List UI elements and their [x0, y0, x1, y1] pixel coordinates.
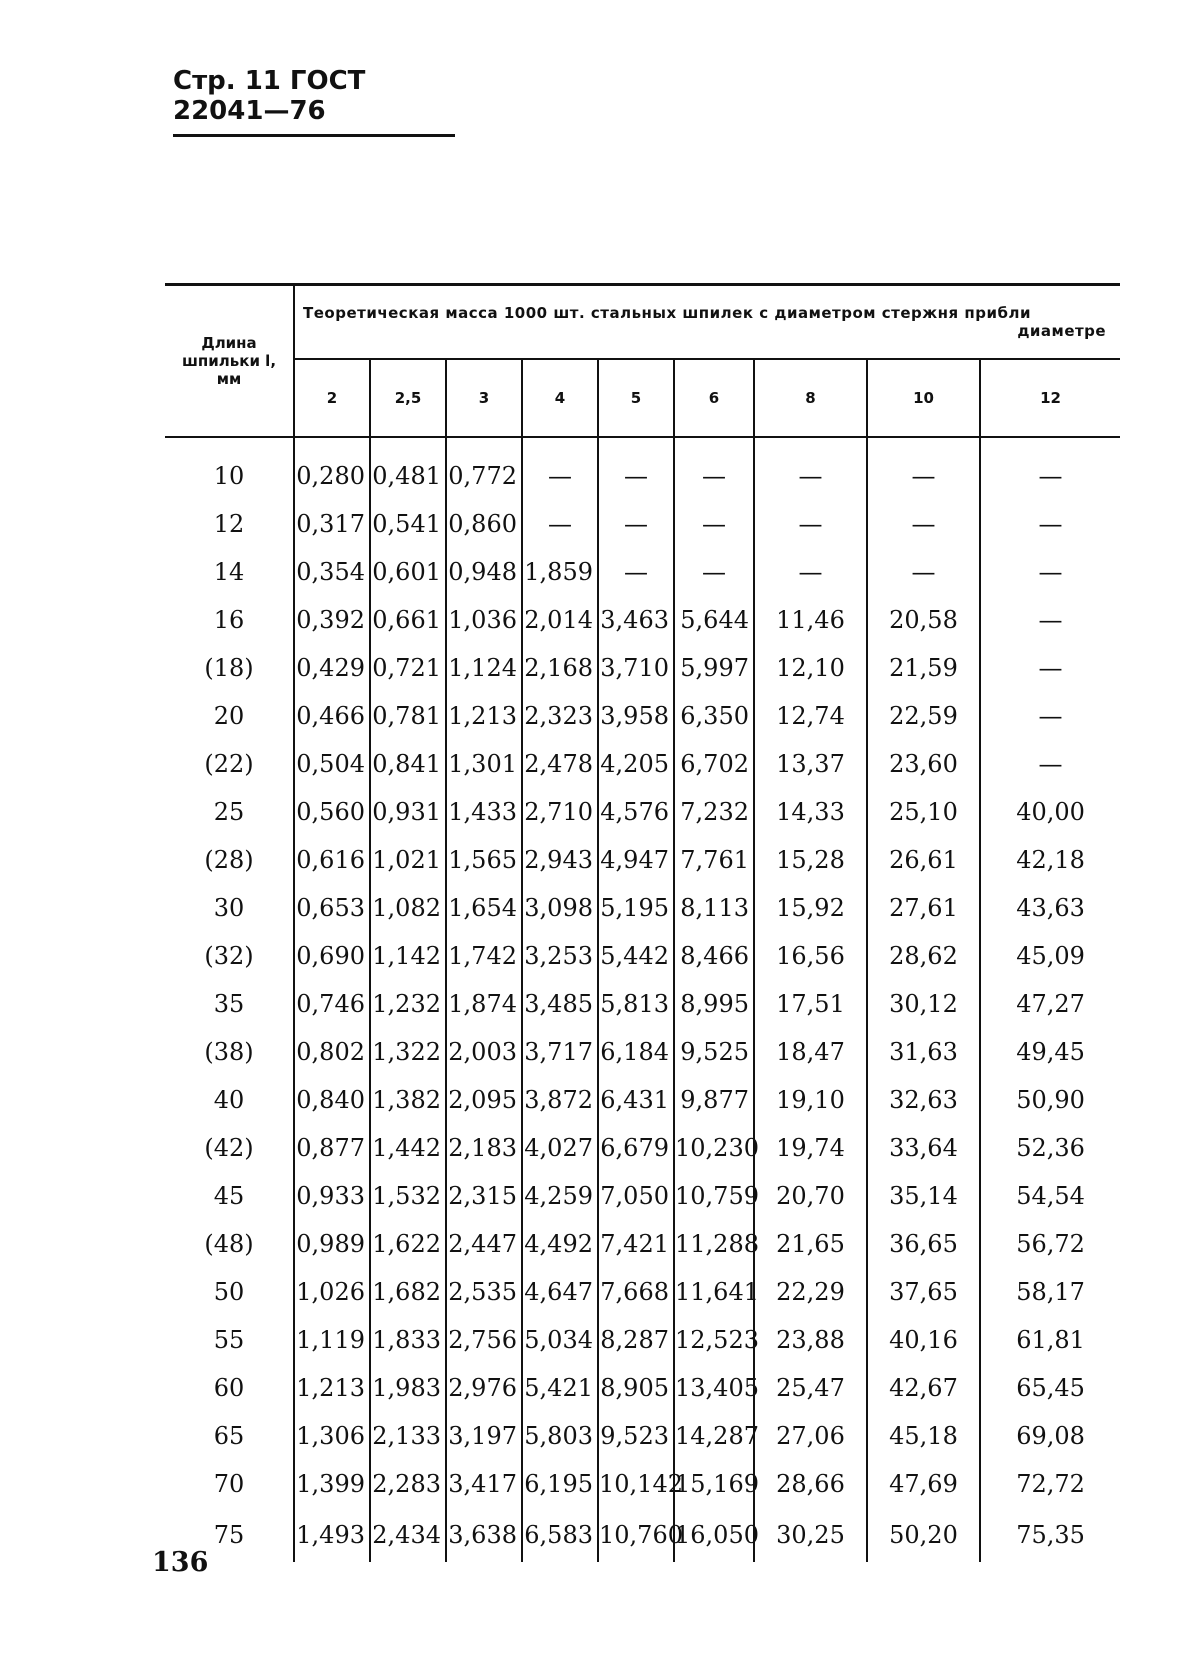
mass-cell: 1,306	[294, 1412, 370, 1460]
mass-cell: 3,485	[522, 980, 598, 1028]
mass-cell: 47,27	[980, 980, 1120, 1028]
mass-cell: 0,317	[294, 500, 370, 548]
mass-cell: 6,583	[522, 1508, 598, 1562]
mass-cell: 30,25	[754, 1508, 867, 1562]
mass-cell: 5,421	[522, 1364, 598, 1412]
mass-cell: —	[980, 548, 1120, 596]
mass-cell: 20,70	[754, 1172, 867, 1220]
mass-cell: 6,679	[598, 1124, 674, 1172]
mass-cell: 6,350	[674, 692, 754, 740]
mass-cell: 9,877	[674, 1076, 754, 1124]
length-cell: 65	[213, 1422, 245, 1450]
mass-cell: 5,997	[674, 644, 754, 692]
mass-cell: 2,183	[446, 1124, 522, 1172]
mass-cell: 7,761	[674, 836, 754, 884]
mass-cell: 6,195	[522, 1460, 598, 1508]
diameter-header-cell: 4	[522, 359, 598, 437]
length-cell: 16	[213, 606, 245, 634]
mass-cell: 4,205	[598, 740, 674, 788]
mass-cell: 0,933	[294, 1172, 370, 1220]
mass-cell: 2,323	[522, 692, 598, 740]
mass-cell: 3,638	[446, 1508, 522, 1562]
table-row	[165, 644, 1120, 692]
table-row	[165, 437, 1120, 500]
page-header	[173, 66, 455, 137]
mass-cell: 45,09	[980, 932, 1120, 980]
length-header	[165, 285, 294, 438]
mass-cell: 0,661	[370, 596, 446, 644]
mass-cell: 8,466	[674, 932, 754, 980]
mass-cell: 23,60	[867, 740, 980, 788]
mass-cell: 2,133	[370, 1412, 446, 1460]
length-cell: 20	[213, 702, 245, 730]
mass-cell: 42,67	[867, 1364, 980, 1412]
mass-cell: 10,142	[598, 1460, 674, 1508]
table-row	[165, 1268, 1120, 1316]
mass-cell: 45,18	[867, 1412, 980, 1460]
mass-cell: 65,45	[980, 1364, 1120, 1412]
mass-cell: 5,813	[598, 980, 674, 1028]
mass-cell: 10,230	[674, 1124, 754, 1172]
mass-cell: 0,429	[294, 644, 370, 692]
mass-cell: 28,66	[754, 1460, 867, 1508]
mass-cell: 16,56	[754, 932, 867, 980]
mass-cell: 0,481	[370, 437, 446, 500]
mass-cell: 1,833	[370, 1316, 446, 1364]
diameter-header-cell: 2	[294, 359, 370, 437]
diameter-header-cell: 8	[754, 359, 867, 437]
mass-cell: 2,943	[522, 836, 598, 884]
mass-cell: 8,995	[674, 980, 754, 1028]
mass-cell: 12,74	[754, 692, 867, 740]
length-cell: 30	[213, 894, 245, 922]
mass-cell: 0,504	[294, 740, 370, 788]
mass-cell: 12,10	[754, 644, 867, 692]
mass-cell: 2,710	[522, 788, 598, 836]
length-cell: (38)	[204, 1038, 254, 1066]
length-header-line: Длина	[201, 334, 257, 352]
mass-cell: 25,10	[867, 788, 980, 836]
mass-cell: 0,841	[370, 740, 446, 788]
mass-cell: 40,00	[980, 788, 1120, 836]
mass-cell: 1,119	[294, 1316, 370, 1364]
mass-cell: 1,493	[294, 1508, 370, 1562]
mass-cell: 0,989	[294, 1220, 370, 1268]
table-row	[165, 1172, 1120, 1220]
mass-cell: 2,447	[446, 1220, 522, 1268]
length-cell: 45	[213, 1182, 245, 1210]
mass-cell: 19,74	[754, 1124, 867, 1172]
mass-cell: 4,576	[598, 788, 674, 836]
mass-cell: 6,702	[674, 740, 754, 788]
mass-cell: 5,803	[522, 1412, 598, 1460]
mass-cell: 4,492	[522, 1220, 598, 1268]
mass-cell: 21,59	[867, 644, 980, 692]
mass-cell: 4,027	[522, 1124, 598, 1172]
mass-cell: 15,92	[754, 884, 867, 932]
length-cell: 75	[213, 1521, 245, 1549]
mass-cell: 50,20	[867, 1508, 980, 1562]
mass-cell: —	[980, 596, 1120, 644]
mass-cell: 3,958	[598, 692, 674, 740]
mass-table-container	[165, 283, 1120, 1562]
table-body	[165, 437, 1120, 1562]
mass-cell: 3,463	[598, 596, 674, 644]
mass-cell: 1,983	[370, 1364, 446, 1412]
length-cell: 35	[213, 990, 245, 1018]
length-header-line: шпильки l,	[181, 352, 277, 370]
mass-cell: 3,253	[522, 932, 598, 980]
mass-cell: 32,63	[867, 1076, 980, 1124]
mass-cell: 10,760	[598, 1508, 674, 1562]
table-row	[165, 1364, 1120, 1412]
mass-cell: 50,90	[980, 1076, 1120, 1124]
mass-cell: 6,431	[598, 1076, 674, 1124]
mass-cell: 47,69	[867, 1460, 980, 1508]
mass-cell: —	[980, 500, 1120, 548]
table-head	[165, 285, 1120, 438]
mass-cell: 0,560	[294, 788, 370, 836]
length-cell: (32)	[204, 942, 254, 970]
mass-cell: 0,280	[294, 437, 370, 500]
mass-cell: 7,050	[598, 1172, 674, 1220]
mass-cell: 16,050	[674, 1508, 754, 1562]
mass-cell: —	[598, 548, 674, 596]
mass-cell: 2,434	[370, 1508, 446, 1562]
mass-cell: 3,872	[522, 1076, 598, 1124]
mass-cell: 37,65	[867, 1268, 980, 1316]
table-row	[165, 1460, 1120, 1508]
mass-cell: 8,287	[598, 1316, 674, 1364]
length-cell: 40	[213, 1086, 245, 1114]
mass-cell: 12,523	[674, 1316, 754, 1364]
title-line-1: Теоретическая масса 1000 шт. стальных шпилек с диаметром стержня прибли	[303, 304, 1031, 322]
mass-cell: 2,478	[522, 740, 598, 788]
diameter-header-cell: 6	[674, 359, 754, 437]
mass-cell: 20,58	[867, 596, 980, 644]
mass-cell: 7,668	[598, 1268, 674, 1316]
mass-cell: —	[980, 644, 1120, 692]
mass-cell: 1,654	[446, 884, 522, 932]
length-cell: 12	[213, 510, 245, 538]
mass-cell: 9,525	[674, 1028, 754, 1076]
mass-cell: 0,466	[294, 692, 370, 740]
mass-cell: —	[754, 548, 867, 596]
mass-cell: 3,710	[598, 644, 674, 692]
mass-cell: 22,59	[867, 692, 980, 740]
mass-cell: 36,65	[867, 1220, 980, 1268]
mass-cell: 2,315	[446, 1172, 522, 1220]
mass-cell: 11,288	[674, 1220, 754, 1268]
length-cell: 50	[213, 1278, 245, 1306]
mass-cell: 18,47	[754, 1028, 867, 1076]
length-cell: 60	[213, 1374, 245, 1402]
table-row	[165, 740, 1120, 788]
length-cell: (18)	[204, 654, 254, 682]
table-row	[165, 788, 1120, 836]
header-text: Стр. 11 ГОСТ 22041—76	[173, 66, 366, 126]
mass-cell: 56,72	[980, 1220, 1120, 1268]
table-row	[165, 692, 1120, 740]
table-row	[165, 1076, 1120, 1124]
mass-cell: 11,46	[754, 596, 867, 644]
mass-cell: 4,259	[522, 1172, 598, 1220]
mass-cell: 0,948	[446, 548, 522, 596]
mass-cell: 21,65	[754, 1220, 867, 1268]
mass-cell: 30,12	[867, 980, 980, 1028]
mass-cell: —	[522, 500, 598, 548]
mass-cell: 0,616	[294, 836, 370, 884]
mass-cell: 2,976	[446, 1364, 522, 1412]
mass-cell: 33,64	[867, 1124, 980, 1172]
mass-cell: —	[754, 500, 867, 548]
mass-cell: 1,622	[370, 1220, 446, 1268]
mass-cell: 58,17	[980, 1268, 1120, 1316]
mass-cell: 1,322	[370, 1028, 446, 1076]
table-row	[165, 548, 1120, 596]
mass-cell: 1,859	[522, 548, 598, 596]
mass-cell: 27,61	[867, 884, 980, 932]
mass-cell: 52,36	[980, 1124, 1120, 1172]
mass-cell: 13,37	[754, 740, 867, 788]
mass-cell: —	[980, 740, 1120, 788]
mass-cell: 54,54	[980, 1172, 1120, 1220]
mass-cell: 69,08	[980, 1412, 1120, 1460]
mass-cell: 0,354	[294, 548, 370, 596]
mass-cell: —	[867, 500, 980, 548]
mass-table	[165, 283, 1120, 1562]
mass-cell: 19,10	[754, 1076, 867, 1124]
mass-cell: 0,392	[294, 596, 370, 644]
length-cell: (42)	[204, 1134, 254, 1162]
mass-cell: 5,442	[598, 932, 674, 980]
mass-cell: —	[598, 437, 674, 500]
diameter-header-cell: 5	[598, 359, 674, 437]
mass-cell: 3,417	[446, 1460, 522, 1508]
table-row	[165, 500, 1120, 548]
mass-cell: —	[754, 437, 867, 500]
mass-cell: 1,142	[370, 932, 446, 980]
mass-cell: 1,026	[294, 1268, 370, 1316]
diameter-header-cell: 12	[980, 359, 1120, 437]
mass-cell: —	[522, 437, 598, 500]
mass-cell: 8,905	[598, 1364, 674, 1412]
mass-cell: 2,003	[446, 1028, 522, 1076]
mass-cell: 9,523	[598, 1412, 674, 1460]
table-row	[165, 884, 1120, 932]
table-row	[165, 836, 1120, 884]
table-row	[165, 932, 1120, 980]
mass-cell: 61,81	[980, 1316, 1120, 1364]
mass-cell: 2,283	[370, 1460, 446, 1508]
mass-cell: 5,644	[674, 596, 754, 644]
mass-cell: 26,61	[867, 836, 980, 884]
mass-cell: 35,14	[867, 1172, 980, 1220]
length-cell: (22)	[204, 750, 254, 778]
mass-cell: 2,168	[522, 644, 598, 692]
mass-cell: 15,28	[754, 836, 867, 884]
mass-cell: 1,382	[370, 1076, 446, 1124]
mass-cell: 11,641	[674, 1268, 754, 1316]
mass-cell: 3,717	[522, 1028, 598, 1076]
mass-title-header	[294, 285, 1120, 360]
mass-cell: —	[980, 437, 1120, 500]
mass-cell: 22,29	[754, 1268, 867, 1316]
diameter-header-cell: 3	[446, 359, 522, 437]
mass-cell: 1,036	[446, 596, 522, 644]
mass-cell: 14,33	[754, 788, 867, 836]
mass-cell: 4,647	[522, 1268, 598, 1316]
mass-cell: 1,532	[370, 1172, 446, 1220]
length-cell: 10	[213, 462, 245, 490]
mass-cell: 1,232	[370, 980, 446, 1028]
mass-cell: 1,682	[370, 1268, 446, 1316]
table-row	[165, 1508, 1120, 1562]
table-row	[165, 980, 1120, 1028]
mass-cell: 1,442	[370, 1124, 446, 1172]
length-cell: 25	[213, 798, 245, 826]
mass-cell: 0,772	[446, 437, 522, 500]
diameter-header-row	[165, 359, 1120, 437]
table-row	[165, 596, 1120, 644]
table-row	[165, 1412, 1120, 1460]
mass-cell: 42,18	[980, 836, 1120, 884]
mass-cell: 2,756	[446, 1316, 522, 1364]
mass-cell: 1,082	[370, 884, 446, 932]
length-cell: (28)	[204, 846, 254, 874]
mass-cell: 3,197	[446, 1412, 522, 1460]
mass-cell: 0,746	[294, 980, 370, 1028]
mass-cell: 3,098	[522, 884, 598, 932]
mass-cell: 6,184	[598, 1028, 674, 1076]
mass-cell: 1,433	[446, 788, 522, 836]
mass-cell: 31,63	[867, 1028, 980, 1076]
mass-cell: 1,213	[446, 692, 522, 740]
length-cell: 70	[213, 1470, 245, 1498]
mass-cell: 15,169	[674, 1460, 754, 1508]
mass-cell: 1,124	[446, 644, 522, 692]
mass-cell: 75,35	[980, 1508, 1120, 1562]
mass-cell: 5,034	[522, 1316, 598, 1364]
mass-cell: 5,195	[598, 884, 674, 932]
mass-cell: 14,287	[674, 1412, 754, 1460]
mass-cell: 40,16	[867, 1316, 980, 1364]
mass-cell: 49,45	[980, 1028, 1120, 1076]
mass-cell: —	[598, 500, 674, 548]
mass-cell: —	[674, 500, 754, 548]
diameter-header-cell: 10	[867, 359, 980, 437]
mass-cell: 28,62	[867, 932, 980, 980]
table-row	[165, 1220, 1120, 1268]
mass-cell: —	[867, 548, 980, 596]
mass-cell: 1,213	[294, 1364, 370, 1412]
mass-cell: 0,802	[294, 1028, 370, 1076]
mass-cell: 7,232	[674, 788, 754, 836]
mass-cell: —	[867, 437, 980, 500]
mass-cell: 4,947	[598, 836, 674, 884]
mass-cell: 2,535	[446, 1268, 522, 1316]
mass-cell: 0,877	[294, 1124, 370, 1172]
mass-cell: 0,721	[370, 644, 446, 692]
mass-cell: 27,06	[754, 1412, 867, 1460]
mass-cell: 1,021	[370, 836, 446, 884]
mass-cell: —	[674, 548, 754, 596]
length-cell: 55	[213, 1326, 245, 1354]
mass-cell: 25,47	[754, 1364, 867, 1412]
mass-cell: 1,399	[294, 1460, 370, 1508]
mass-cell: 23,88	[754, 1316, 867, 1364]
length-cell: 14	[213, 558, 245, 586]
length-cell: (48)	[204, 1230, 254, 1258]
mass-cell: 1,874	[446, 980, 522, 1028]
mass-cell: 10,759	[674, 1172, 754, 1220]
length-header-line: мм	[216, 370, 242, 388]
table-row	[165, 1316, 1120, 1364]
mass-cell: 2,014	[522, 596, 598, 644]
mass-cell: 0,653	[294, 884, 370, 932]
mass-cell: 8,113	[674, 884, 754, 932]
mass-cell: 0,860	[446, 500, 522, 548]
table-row	[165, 1028, 1120, 1076]
mass-cell: 2,095	[446, 1076, 522, 1124]
mass-cell: 72,72	[980, 1460, 1120, 1508]
mass-cell: —	[980, 692, 1120, 740]
title-line-2: диаметре	[1017, 322, 1107, 340]
mass-cell: 0,601	[370, 548, 446, 596]
mass-cell: 0,541	[370, 500, 446, 548]
mass-cell: 7,421	[598, 1220, 674, 1268]
mass-cell: 0,840	[294, 1076, 370, 1124]
mass-cell: 1,742	[446, 932, 522, 980]
mass-cell: 13,405	[674, 1364, 754, 1412]
mass-cell: 43,63	[980, 884, 1120, 932]
mass-cell: 1,565	[446, 836, 522, 884]
page-number: 136	[152, 1547, 209, 1578]
mass-cell: 0,690	[294, 932, 370, 980]
table-row	[165, 1124, 1120, 1172]
mass-cell: 17,51	[754, 980, 867, 1028]
mass-cell: 0,931	[370, 788, 446, 836]
diameter-header-cell: 2,5	[370, 359, 446, 437]
mass-cell: —	[674, 437, 754, 500]
mass-cell: 1,301	[446, 740, 522, 788]
mass-cell: 0,781	[370, 692, 446, 740]
